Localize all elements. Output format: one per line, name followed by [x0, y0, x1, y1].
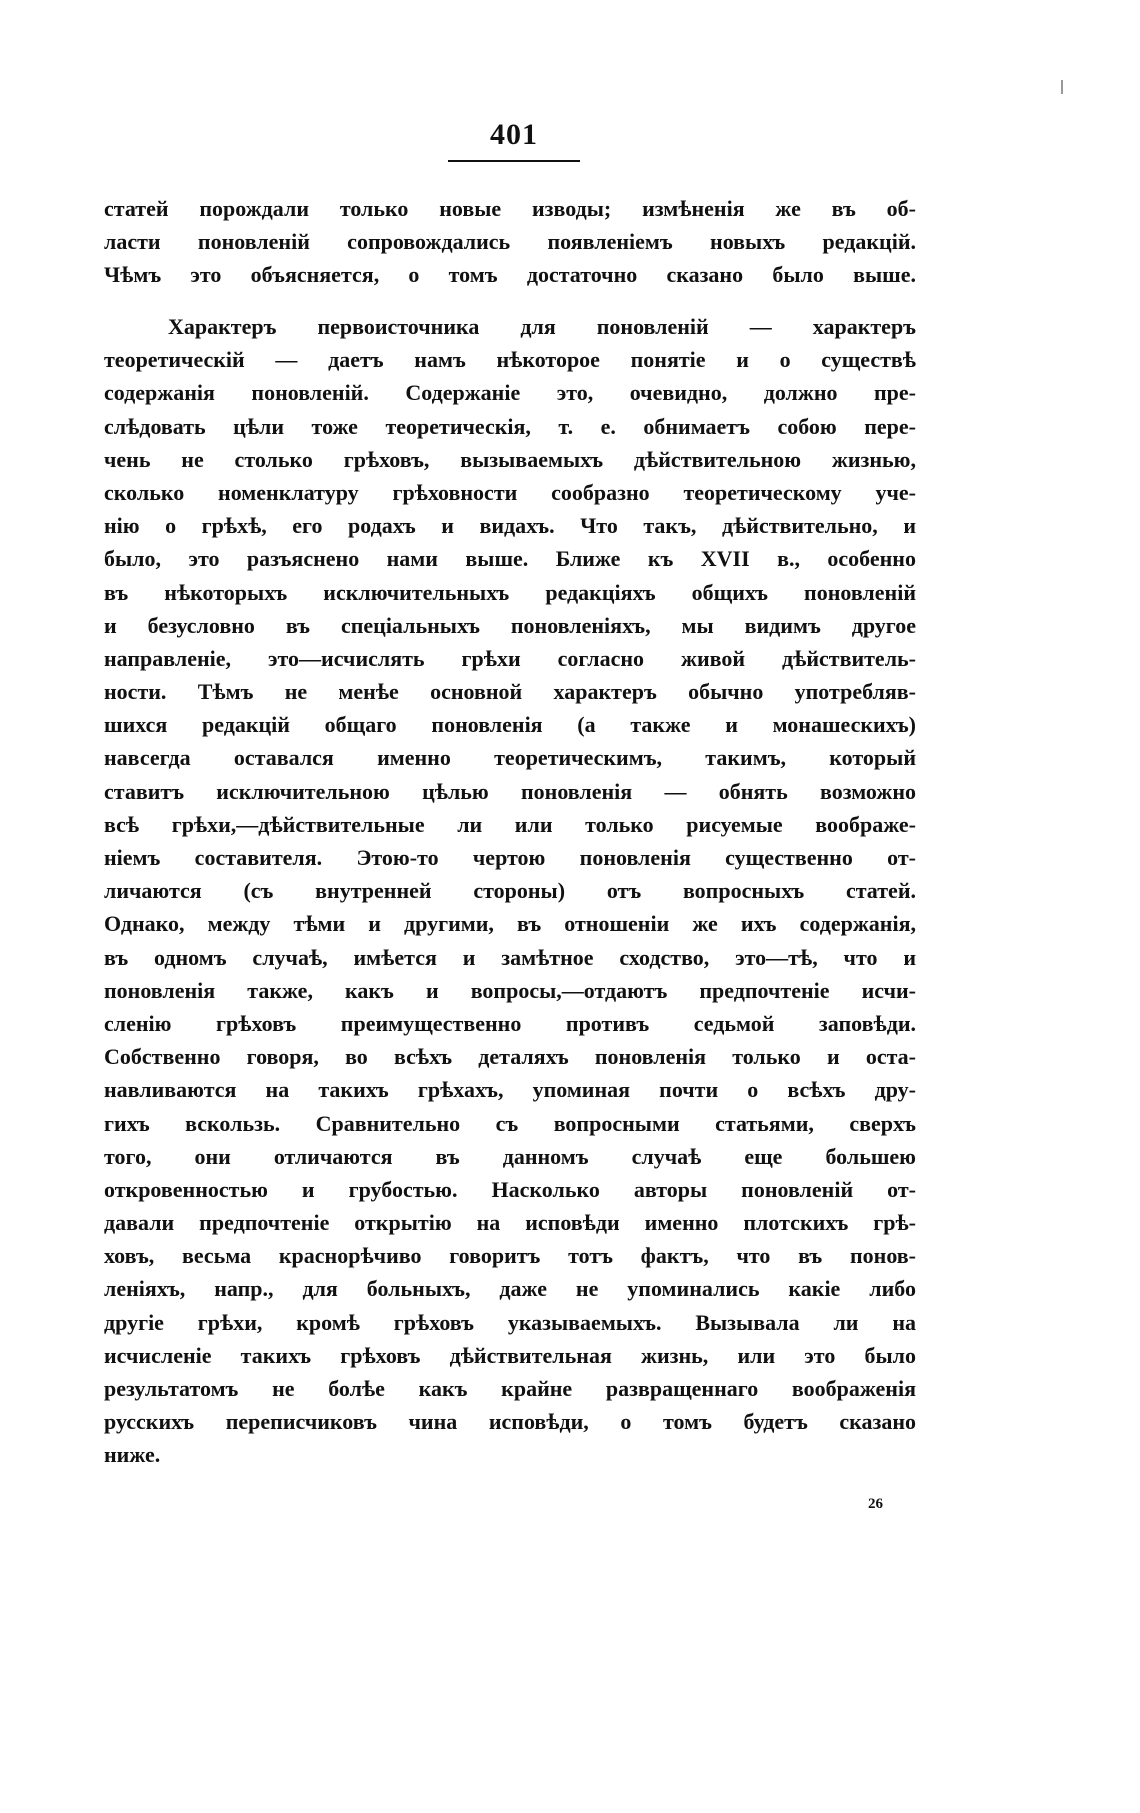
text-line: Собственно говоря, во всѣхъ деталяхъ поновленія только и оста- — [104, 1044, 916, 1070]
text-line: чень не столько грѣховъ, вызываемыхъ дѣйствительною жизнью, — [104, 446, 916, 472]
text-line: ніемъ составителя. Этою-то чертою поновленія существенно от- — [104, 845, 916, 870]
text-line: русскихъ переписчиковъ чина исповѣди, о томъ будетъ сказано — [104, 1409, 916, 1435]
text-line: ласти поновленій сопровождались появленіемъ новыхъ редакцій. — [104, 229, 916, 255]
text-line: сленію грѣховъ преимущественно противъ седьмой заповѣди. — [104, 1010, 916, 1036]
text-line: личаются (съ внутренней стороны) отъ вопросныхъ статей. — [104, 878, 916, 904]
text-line: сколько номенклатуру грѣховности сообразно теоретическому уче- — [104, 479, 916, 505]
text-line: всѣ грѣхи,—дѣйствительные ли или только рисуемые воображе- — [104, 811, 916, 837]
text-line: теоретическій — даетъ намъ нѣкоторое понятіе и о существѣ — [104, 347, 916, 373]
page-number: 401 — [490, 118, 538, 151]
text-line: въ одномъ случаѣ, имѣется и замѣтное сходство, это—тѣ, что и — [104, 944, 916, 970]
text-line: гихъ вскользь. Сравнительно съ вопросными статьями, сверхъ — [104, 1110, 916, 1136]
text-line: леніяхъ, напр., для больныхъ, даже не упоминались какіе либо — [104, 1276, 916, 1302]
text-line: результатомъ не болѣе какъ крайне развращеннаго воображенія — [104, 1376, 916, 1401]
text-line: ности. Тѣмъ не менѣе основной характеръ обычно употребляв- — [104, 679, 916, 705]
page-number-rule — [448, 160, 580, 162]
text-line: слѣдовать цѣли тоже теоретическія, т. е. обнимаетъ собою пере- — [104, 413, 916, 439]
paragraph-2 — [104, 310, 916, 1472]
text-line: ховъ, весьма краснорѣчиво говоритъ тотъ фактъ, что въ понов- — [104, 1243, 916, 1269]
paragraph-1 — [104, 192, 916, 292]
text-line: другіе грѣхи, кромѣ грѣховъ указываемыхъ. Вызывала ли на — [104, 1309, 916, 1335]
text-line: того, они отличаются въ данномъ случаѣ еще большею — [104, 1143, 916, 1169]
text-line: Чѣмъ это объясняется, о томъ достаточно сказано было выше. — [104, 262, 916, 288]
text-line: и безусловно въ спеціальныхъ поновленіяхъ, мы видимъ другое — [104, 612, 916, 638]
text-line: шихся редакцій общаго поновленія (а также и монашескихъ) — [104, 712, 916, 738]
text-line: поновленія также, какъ и вопросы,—отдаютъ предпочтеніе исчи- — [104, 977, 916, 1003]
text-line: въ нѣкоторыхъ исключительныхъ редакціяхъ общихъ поновленій — [104, 579, 916, 605]
text-line: содержанія поновленій. Содержаніе это, очевидно, должно пре- — [104, 380, 916, 406]
text-line: статей порождали только новые изводы; измѣненія же въ об- — [104, 196, 916, 221]
text-line: Характеръ первоисточника для поновленій — характеръ — [168, 314, 916, 339]
text-line: Однако, между тѣми и другими, въ отношеніи же ихъ содержанія, — [104, 911, 916, 937]
signature-mark: 26 — [868, 1496, 883, 1512]
text-line: ниже. — [104, 1442, 161, 1468]
text-line: давали предпочтеніе открытію на исповѣди именно плотскихъ грѣ- — [104, 1210, 916, 1236]
text-line: откровенностью и грубостью. Насколько авторы поновленій от- — [104, 1176, 916, 1202]
margin-mark — [1061, 80, 1063, 94]
text-line: нію о грѣхѣ, его родахъ и видахъ. Что такъ, дѣйствительно, и — [104, 513, 916, 539]
text-line: навливаются на такихъ грѣхахъ, упоминая почти о всѣхъ дру- — [104, 1077, 916, 1103]
text-line: было, это разъяснено нами выше. Ближе къ XVII в., особенно — [104, 546, 916, 572]
text-line: навсегда оставался именно теоретическимъ, такимъ, который — [104, 745, 916, 771]
text-line: ставитъ исключительною цѣлью поновленія — обнять возможно — [104, 778, 916, 804]
text-line: исчисленіе такихъ грѣховъ дѣйствительная жизнь, или это было — [104, 1342, 916, 1368]
text-line: направленіе, это—исчислять грѣхи согласно живой дѣйствитель- — [104, 645, 916, 671]
